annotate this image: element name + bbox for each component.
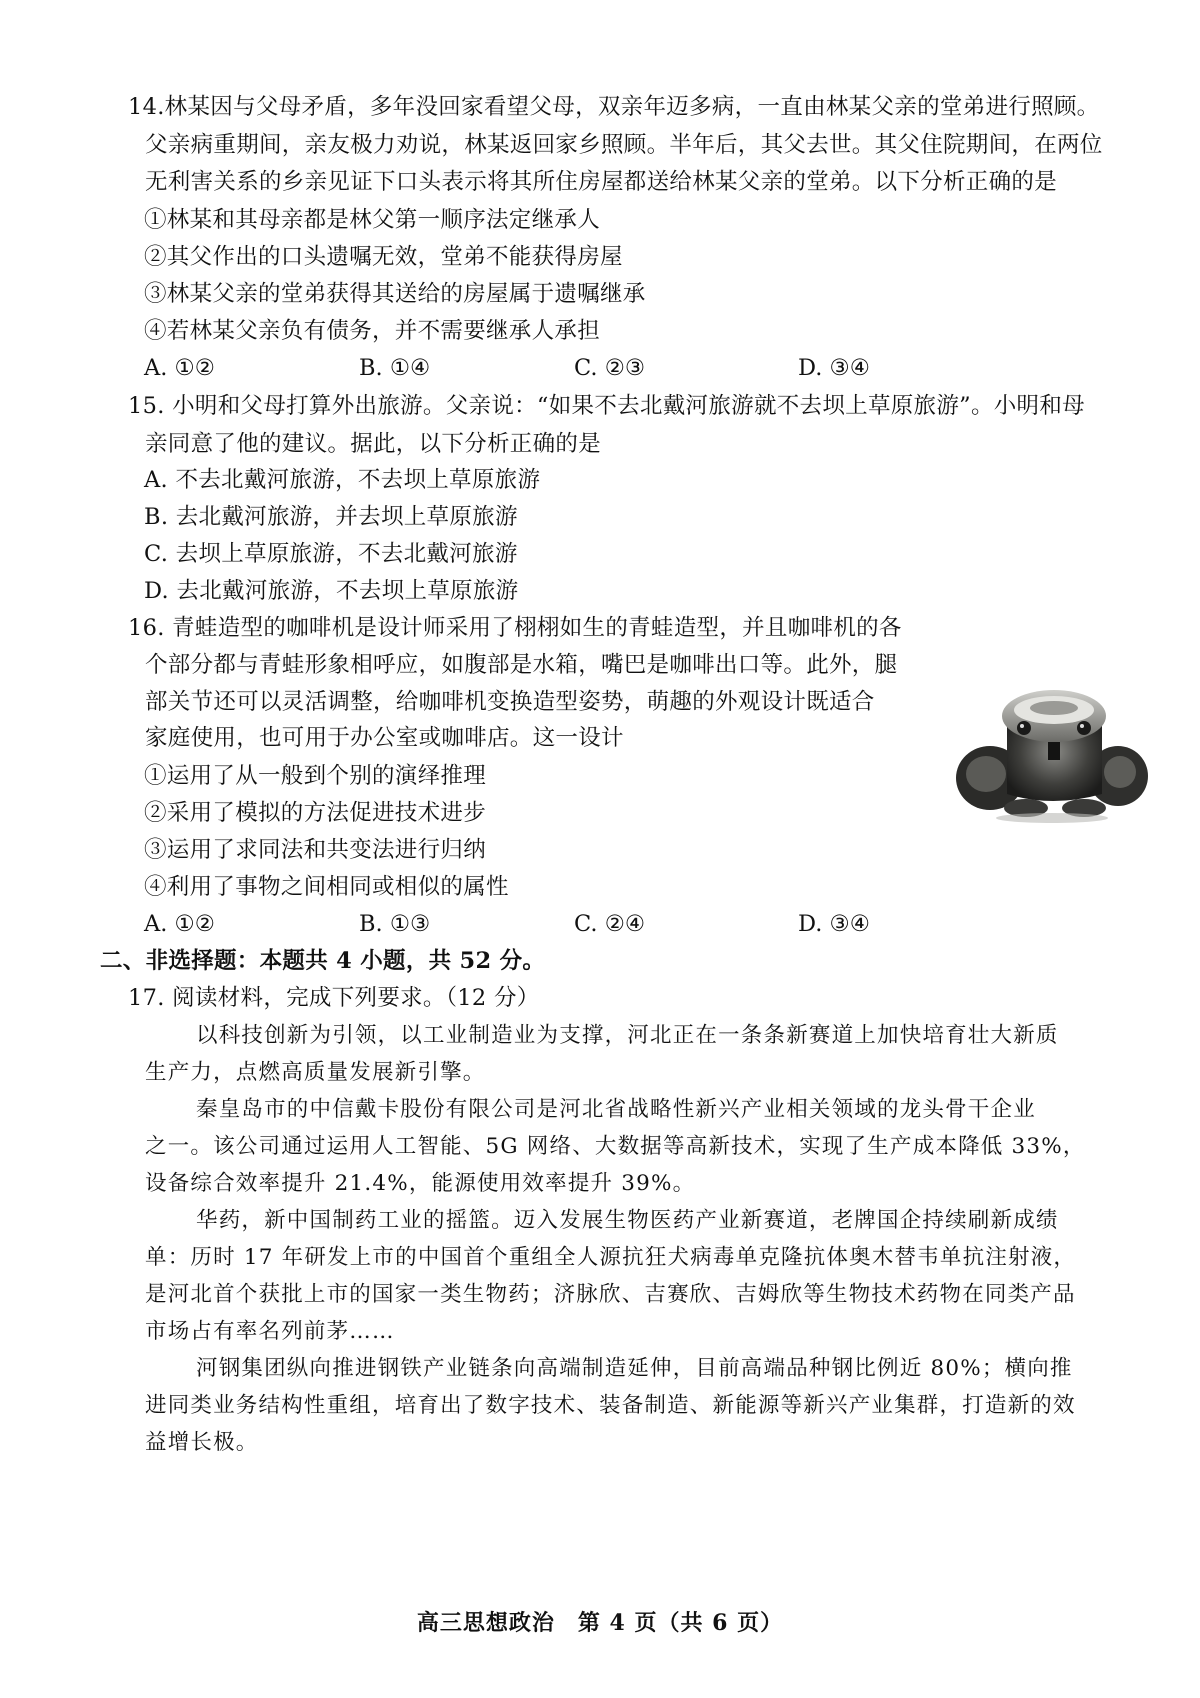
- q14-choice-a: A. ①②: [144, 355, 215, 381]
- q15-choice-c: C. 去坝上草原旅游，不去北戴河旅游: [144, 541, 518, 567]
- q17-header: 17. 阅读材料，完成下列要求。（12 分）: [128, 985, 540, 1011]
- q15-choice-b: B. 去北戴河旅游，并去坝上草原旅游: [144, 504, 518, 530]
- q17-para-3-line-3: 是河北首个获批上市的国家一类生物药；济脉欣、吉赛欣、吉姆欣等生物技术药物在同类产品: [145, 1282, 1076, 1307]
- q15-choice-d: D. 去北戴河旅游，不去坝上草原旅游: [144, 578, 519, 604]
- q16-stem-line-1: 16. 青蛙造型的咖啡机是设计师采用了栩栩如生的青蛙造型，并且咖啡机的各: [128, 615, 902, 641]
- q16-item-1: ①运用了从一般到个别的演绎推理: [144, 763, 487, 789]
- q17-para-2-line-3: 设备综合效率提升 21.4%，能源使用效率提升 39%。: [145, 1171, 696, 1196]
- q14-choice-d: D. ③④: [798, 355, 870, 381]
- q17-para-3-line-2: 单：历时 17 年研发上市的中国首个重组全人源抗狂犬病毒单克隆抗体奥木替韦单抗注射液，: [145, 1245, 1077, 1270]
- q16-stem-line-3: 部关节还可以灵活调整，给咖啡机变换造型姿势，萌趣的外观设计既适合: [145, 689, 875, 715]
- q14-item-1: ①林某和其母亲都是林父第一顺序法定继承人: [144, 207, 601, 233]
- q17-para-4-line-1: 河钢集团纵向推进钢铁产业链条向高端制造延伸，目前高端品种钢比例近 80%；横向推: [196, 1356, 1073, 1381]
- page-footer: 高三思想政治 第 4 页（共 6 页）: [416, 1610, 784, 1636]
- section-2-heading: 二、非选择题：本题共 4 小题，共 52 分。: [100, 948, 546, 974]
- q14-stem-line-2: 父亲病重期间，亲友极力劝说，林某返回家乡照顾。半年后，其父去世。其父住院期间，在两位: [145, 132, 1103, 158]
- q17-para-3-line-4: 市场占有率名列前茅……: [145, 1319, 395, 1344]
- q16-choice-d: D. ③④: [798, 911, 870, 937]
- q15-choice-a: A. 不去北戴河旅游，不去坝上草原旅游: [144, 467, 541, 493]
- q14-item-2: ②其父作出的口头遗嘱无效，堂弟不能获得房屋: [144, 244, 623, 270]
- q17-para-3-line-1: 华药，新中国制药工业的摇篮。迈入发展生物医药产业新赛道，老牌国企持续刷新成绩: [196, 1208, 1059, 1233]
- q14-choice-c: C. ②③: [574, 355, 646, 381]
- q16-stem-line-4: 家庭使用，也可用于办公室或咖啡店。这一设计: [145, 725, 624, 751]
- q17-para-4-line-2: 进同类业务结构性重组，培育出了数字技术、装备制造、新能源等新兴产业集群，打造新的效: [145, 1393, 1076, 1418]
- q14-stem-line-3: 无利害关系的乡亲见证下口头表示将其所住房屋都送给林某父亲的堂弟。以下分析正确的是: [145, 169, 1058, 195]
- q16-choice-b: B. ①③: [359, 911, 431, 937]
- q17-para-1-line-1: 以科技创新为引领，以工业制造业为支撑，河北正在一条条新赛道上加快培育壮大新质: [196, 1023, 1059, 1048]
- q16-stem-line-2: 个部分都与青蛙形象相呼应，如腹部是水箱，嘴巴是咖啡出口等。此外，腿: [145, 652, 898, 678]
- q17-para-2-line-2: 之一。该公司通过运用人工智能、5G 网络、大数据等高新技术，实现了生产成本降低 33%，: [145, 1134, 1086, 1159]
- q14-stem-line-1: 14.林某因与父母矛盾，多年没回家看望父母，双亲年迈多病，一直由林某父亲的堂弟进行照顾。: [128, 94, 1100, 120]
- q14-item-4: ④若林某父亲负有债务，并不需要继承人承担: [144, 318, 601, 344]
- q14-item-3: ③林某父亲的堂弟获得其送给的房屋属于遗嘱继承: [144, 281, 646, 307]
- frog-coffee-machine-photo: [952, 676, 1152, 826]
- q15-stem-line-2: 亲同意了他的建议。据此，以下分析正确的是: [145, 431, 602, 457]
- q16-item-2: ②采用了模拟的方法促进技术进步: [144, 800, 487, 826]
- q16-choice-c: C. ②④: [574, 911, 646, 937]
- q16-choice-a: A. ①②: [144, 911, 215, 937]
- q16-item-3: ③运用了求同法和共变法进行归纳: [144, 837, 487, 863]
- q17-para-1-line-2: 生产力，点燃高质量发展新引擎。: [145, 1060, 486, 1085]
- frog-coffee-machine-icon: [952, 676, 1152, 826]
- q14-choice-b: B. ①④: [359, 355, 431, 381]
- q17-para-2-line-1: 秦皇岛市的中信戴卡股份有限公司是河北省战略性新兴产业相关领域的龙头骨干企业: [196, 1097, 1036, 1122]
- q16-item-4: ④利用了事物之间相同或相似的属性: [144, 874, 509, 900]
- q17-para-4-line-3: 益增长极。: [145, 1430, 259, 1455]
- q15-stem-line-1: 15. 小明和父母打算外出旅游。父亲说：“如果不去北戴河旅游就不去坝上草原旅游”。小明和母: [128, 393, 1085, 419]
